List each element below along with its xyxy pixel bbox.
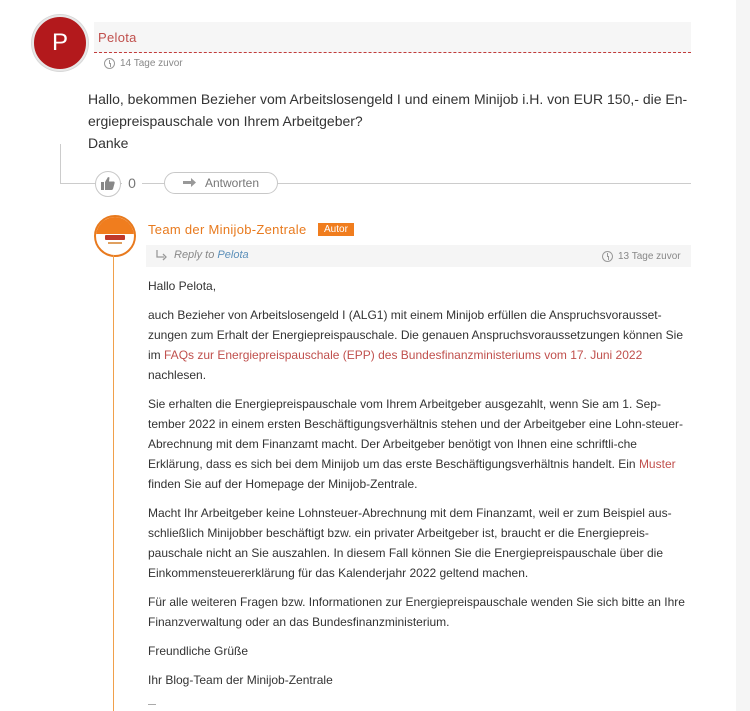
reply-meta-bar <box>146 245 691 267</box>
like-button[interactable] <box>95 171 121 197</box>
comment-text-line: Hallo, bekommen Bezieher vom Arbeitslosengeld I und einem Minijob i.H. von EUR 150,- die En- <box>88 91 688 107</box>
comment-time: 13 Tage zuvor <box>618 251 681 262</box>
like-button-partial[interactable] <box>148 704 156 709</box>
paragraph: auch Bezieher von Arbeitslosengeld I (ALG1) mit einem Minijob erfüllen die Anspruchsvorausset-zungen zum Erhalt der Energiepreispauschale. Die genauen Anspruchsvoraussetzungen können Sie im FAQs zur Energiepreispauschale (EPP) des Bundesfinanzministeriums vom 17. Juni 2022 nachlesen. <box>148 308 684 382</box>
thread-line <box>113 255 114 711</box>
comment-header <box>94 22 691 53</box>
avatar-logo-stripe <box>96 217 134 234</box>
comment-text-line: ergiepreispauschale von Ihrem Arbeitgeber? <box>88 113 363 129</box>
clock-icon <box>104 58 115 69</box>
reply-arrow-icon <box>156 250 168 262</box>
comment-meta <box>602 251 681 262</box>
divider <box>60 183 691 184</box>
avatar[interactable] <box>94 215 136 257</box>
minijob-logo-underline <box>108 242 122 244</box>
like-count: 0 <box>122 172 142 194</box>
thread-line <box>60 144 61 184</box>
faq-link[interactable]: FAQs zur Energiepreispauschale (EPP) des Bundesfinanzministeriums vom 17. Juni 2022 <box>164 348 643 362</box>
reply-to-prefix: Reply to <box>174 249 215 261</box>
avatar[interactable]: P <box>32 15 88 71</box>
closing: Freundliche Grüße <box>148 644 249 658</box>
minijob-logo-icon <box>105 235 125 240</box>
reply-to-link[interactable]: Pelota <box>217 249 249 261</box>
paragraph: Für alle weiteren Fragen bzw. Informationen zur Energiepreispauschale wenden Sie sich bitte an Ihre Finanzverwaltung oder an das Bundesfinanzministerium. <box>148 595 685 629</box>
signature: Ihr Blog-Team der Minijob-Zentrale <box>148 673 333 687</box>
comment-body <box>148 276 692 699</box>
author-badge: Autor <box>318 223 354 236</box>
comment-text-line: Danke <box>88 135 129 151</box>
comment-author[interactable]: Team der Minijob-Zentrale <box>148 222 307 237</box>
comment-time: 14 Tage zuvor <box>120 58 183 69</box>
reply-button[interactable] <box>164 172 278 194</box>
thumbs-up-icon <box>101 177 115 190</box>
reply-arrow-icon <box>183 178 197 188</box>
comment-author[interactable]: Pelota <box>98 30 137 45</box>
reply-to <box>174 249 249 261</box>
comment-meta <box>104 58 183 69</box>
reply-button-label: Antworten <box>204 176 260 190</box>
comment-body <box>88 88 698 154</box>
paragraph: Macht Ihr Arbeitgeber keine Lohnsteuer-Abrechnung mit dem Finanzamt, weil er zum Beispiel aus-schließlich Minijobber beschäftigt bzw. ein privater Arbeitgeber ist, braucht er die Energiepreis-pauschale nicht an Sie auszahlen. In diesem Fall können Sie die Energiepreispauschale über die Einkommensteuererklärung für das Kalenderjahr 2022 geltend machen. <box>148 506 672 580</box>
paragraph: Sie erhalten die Energiepreispauschale vom Ihrem Arbeitgeber ausgezahlt, wenn Sie am 1. Sep-tember 2022 in einem ersten Beschäftigungsverhältnis stehen und der Arbeitgeber eine Lohn-steuer-Abrechnung mit dem Finanzamt macht. Der Arbeitgeber benötigt von Ihnen eine schriftli-che Erklärung, dass es sich bei dem Minijob um das erste Beschäftigungsverhältnis handelt. Ein Muster finden Sie auf der Homepage der Minijob-Zentrale. <box>148 397 684 491</box>
clock-icon <box>602 251 613 262</box>
muster-link[interactable]: Muster <box>638 457 676 471</box>
greeting: Hallo Pelota, <box>148 279 217 293</box>
